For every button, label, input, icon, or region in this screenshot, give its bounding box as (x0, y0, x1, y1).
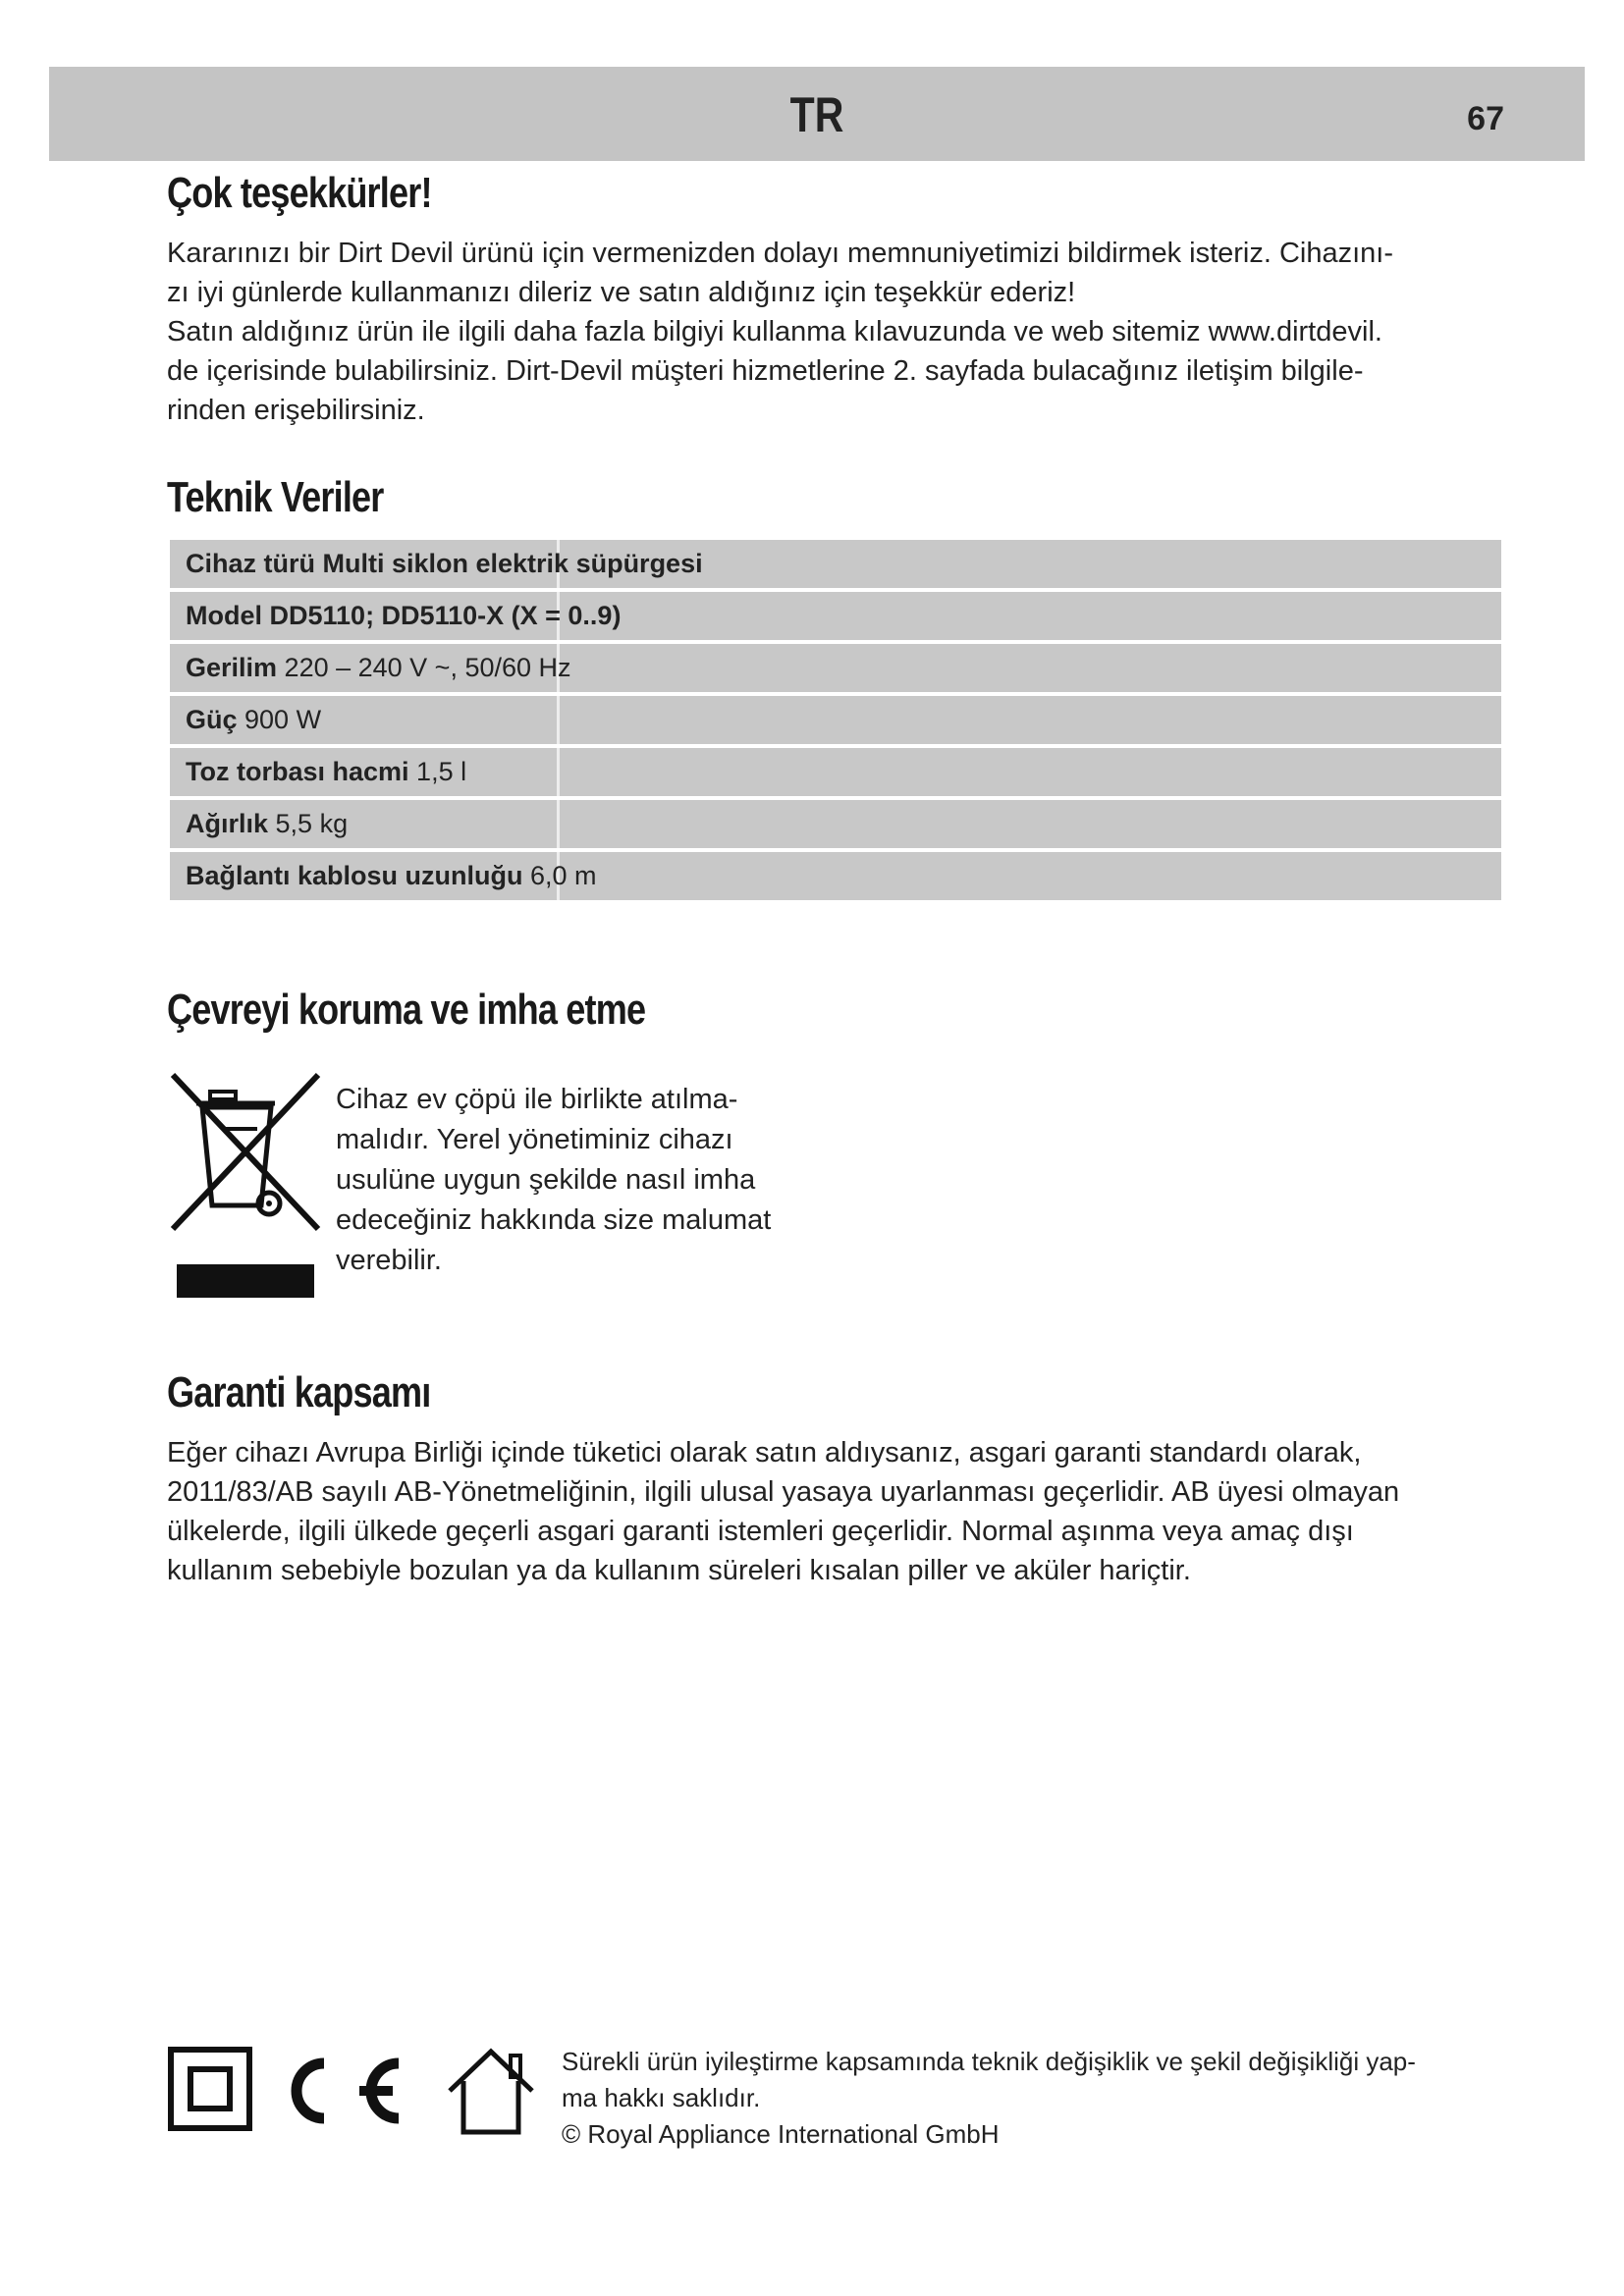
environment-line: edeceğiniz hakkında size malumat (336, 1204, 772, 1236)
spec-label: Model DD5110; DD5110-X (X = 0..9) (186, 601, 622, 630)
spec-label: Bağlantı kablosu uzunluğu (186, 861, 523, 890)
footer-text (562, 2044, 1504, 2153)
thanks-line: Kararınızı bir Dirt Devil ürünü için vermenizden dolayı memnuniyetimizi bildirmek isteriz. Cihazını- (167, 238, 1394, 269)
thanks-section (167, 169, 1502, 430)
specs-title: Teknik Veriler (167, 473, 384, 521)
language-code: TR (789, 87, 844, 142)
footer-icons (167, 2042, 540, 2140)
spec-label: Güç (186, 705, 238, 734)
spec-value: 5,5 kg (268, 809, 349, 838)
copyright: © Royal Appliance International GmbH (562, 2119, 1000, 2149)
warranty-line: kullanım sebebiyle bozulan ya da kullanım süreleri kısalan piller ve aküler hariçtir. (167, 1555, 1191, 1586)
environment-section-heading (167, 986, 1502, 1035)
environment-line: Cihaz ev çöpü ile birlikte atılma- (336, 1084, 738, 1115)
weee-crossed-bin-icon (167, 1070, 324, 1306)
double-insulation-icon (171, 2050, 249, 2128)
spec-value: 900 W (237, 705, 322, 734)
spec-label: Toz torbası hacmi (186, 757, 409, 786)
spec-value: 1,5 l (408, 757, 467, 786)
warranty-title: Garanti kapsamı (167, 1368, 431, 1416)
environment-line: verebilir. (336, 1245, 442, 1276)
environment-text (336, 1080, 846, 1281)
ce-mark-icon (297, 2063, 399, 2118)
thanks-line: rinden erişebilirsiniz. (167, 395, 425, 426)
specs-table (170, 540, 1501, 904)
warranty-text (167, 1433, 1502, 1590)
spec-label: Cihaz türü Multi siklon elektrik süpürgesi (186, 549, 703, 578)
thanks-line: zı iyi günlerde kullanmanızı dileriz ve satın aldığınız için teşekkür ederiz! (167, 277, 1076, 308)
specs-section-heading (167, 473, 1502, 522)
spec-label: Gerilim (186, 653, 278, 682)
footer-line: Sürekli ürün iyileştirme kapsamında teknik değişiklik ve şekil değişikliği yap- (562, 2047, 1416, 2076)
environment-title: Çevreyi koruma ve imha etme (167, 986, 646, 1034)
warranty-line: Eğer cihazı Avrupa Birliği içinde tüketici olarak satın aldıysanız, asgari garanti standardı olarak, (167, 1437, 1362, 1468)
environment-line: usulüne uygun şekilde nasıl imha (336, 1164, 756, 1196)
footer-line: ma hakkı saklıdır. (562, 2083, 761, 2112)
thanks-title: Çok teşekkürler! (167, 169, 432, 217)
spec-row (170, 644, 1501, 692)
warranty-line: ülkelerde, ilgili ülkede geçerli asgari garanti istemleri geçerlidir. Normal aşınma veya amaç dışı (167, 1516, 1354, 1547)
spec-value: 220 – 240 V ~, 50/60 Hz (277, 653, 571, 682)
spec-row (170, 748, 1501, 796)
thanks-line: de içerisinde bulabilirsiniz. Dirt-Devil müşteri hizmetlerine 2. sayfada bulacağınız iletişim bilgile- (167, 355, 1364, 387)
spec-label: Ağırlık (186, 809, 269, 838)
warranty-line: 2011/83/AB sayılı AB-Yönetmeliğinin, ilgili ulusal yasaya uyarlanması geçerlidir. AB üyesi olmayan (167, 1476, 1400, 1508)
spec-row (170, 800, 1501, 848)
spec-row (170, 592, 1501, 640)
spec-row (170, 852, 1501, 900)
page-header (49, 67, 1585, 161)
thanks-line: Satın aldığınız ürün ile ilgili daha fazla bilgiyi kullanma kılavuzunda ve web sitemiz www.dirtdevil. (167, 316, 1382, 347)
warranty-section-heading (167, 1368, 1502, 1417)
spec-row (170, 696, 1501, 744)
spec-row (170, 540, 1501, 588)
page-number: 67 (1467, 100, 1504, 137)
thanks-paragraph (167, 234, 1502, 430)
environment-line: malıdır. Yerel yönetiminiz cihazı (336, 1124, 733, 1155)
spec-value: 6,0 m (522, 861, 597, 890)
indoor-use-house-icon (450, 2052, 532, 2132)
